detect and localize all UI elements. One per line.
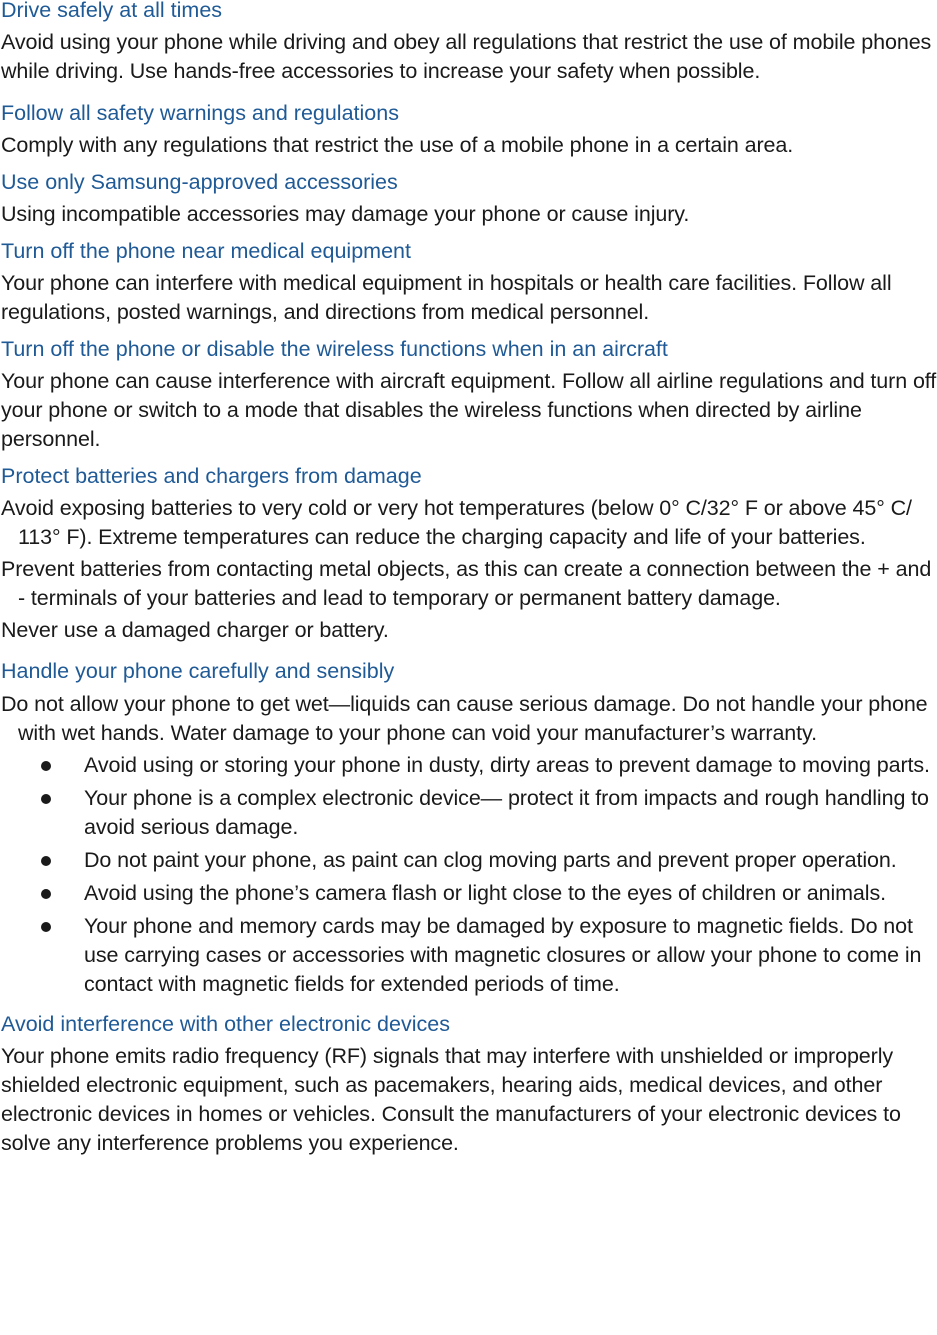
- list-item: [1, 912, 937, 999]
- list-item: [1, 784, 937, 842]
- section-heading: Follow all safety warnings and regulations: [1, 101, 399, 125]
- bullet-icon: [41, 889, 51, 899]
- section-paragraph: Do not allow your phone to get wet—liquids can cause serious damage. Do not handle your phone with wet hands. Water damage to your phone can void your manufacturer’s warranty.: [1, 692, 928, 745]
- list-item-text: Avoid using or storing your phone in dusty, dirty areas to prevent damage to moving parts.: [84, 753, 930, 777]
- section-batteries: [1, 463, 937, 645]
- bullet-icon: [41, 794, 51, 804]
- section-paragraph: Your phone emits radio frequency (RF) signals that may interfere with unshielded or improperly shielded electronic equipment, such as pacemakers, hearing aids, medical devices, and other electronic devices in homes or vehicles. Consult the manufacturers of your electronic devices to solve any interference problems you experience.: [1, 1044, 901, 1155]
- section-medical-equipment: [1, 238, 937, 327]
- section-aircraft: [1, 336, 937, 454]
- section-heading: Use only Samsung-approved accessories: [1, 170, 398, 194]
- list-item-text: Avoid using the phone’s camera flash or light close to the eyes of children or animals.: [84, 881, 886, 905]
- section-paragraph: Prevent batteries from contacting metal objects, as this can create a connection between the + and - terminals of your batteries and lead to temporary or permanent battery damage.: [1, 557, 932, 610]
- section-paragraph: Avoid using your phone while driving and obey all regulations that restrict the use of mobile phones while driving. Use hands-free accessories to increase your safety when possible.: [1, 30, 932, 83]
- section-heading: Avoid interference with other electronic devices: [1, 1012, 450, 1036]
- bullet-icon: [41, 856, 51, 866]
- section-paragraph: Comply with any regulations that restrict the use of a mobile phone in a certain area.: [1, 133, 794, 157]
- list-item-text: Your phone is a complex electronic device— protect it from impacts and rough handling to avoid serious damage.: [84, 786, 929, 839]
- section-heading: Handle your phone carefully and sensibly: [1, 659, 395, 683]
- section-paragraph: Your phone can cause interference with aircraft equipment. Follow all airline regulations and turn off your phone or switch to a mode that disables the wireless functions when directed by airline personnel.: [1, 369, 937, 451]
- section-heading: Turn off the phone near medical equipment: [1, 239, 411, 263]
- section-paragraph: Using incompatible accessories may damage your phone or cause injury.: [1, 202, 690, 226]
- section-heading: Drive safely at all times: [1, 0, 223, 22]
- list-item: [1, 751, 937, 780]
- section-paragraph: Your phone can interfere with medical equipment in hospitals or health care facilities. Follow all regulations, posted warnings, and directions from medical personnel.: [1, 271, 892, 324]
- list-item-text: Your phone and memory cards may be damaged by exposure to magnetic fields. Do not use carrying cases or accessories with magnetic closures or allow your phone to come in contact with magnetic fields for extended periods of time.: [84, 914, 922, 996]
- bullet-icon: [41, 922, 51, 932]
- section-heading: Turn off the phone or disable the wireless functions when in an aircraft: [1, 337, 668, 361]
- section-paragraph: Never use a damaged charger or battery.: [1, 618, 389, 642]
- bullet-list: [1, 751, 937, 999]
- section-electronic-interference: [1, 1011, 937, 1158]
- section-drive-safely: [1, 0, 937, 86]
- section-paragraph: Avoid exposing batteries to very cold or very hot temperatures (below 0° C/32° F or above 45° C/ 113° F). Extreme temperatures can reduce the charging capacity and life of your batteries.: [1, 496, 912, 549]
- section-safety-warnings: [1, 100, 937, 160]
- bullet-icon: [41, 761, 51, 771]
- section-approved-accessories: [1, 169, 937, 229]
- section-heading: Protect batteries and chargers from damage: [1, 464, 422, 488]
- list-item: [1, 846, 937, 875]
- list-item: [1, 879, 937, 908]
- list-item-text: Do not paint your phone, as paint can clog moving parts and prevent proper operation.: [84, 848, 897, 872]
- section-handle-carefully: [1, 658, 937, 999]
